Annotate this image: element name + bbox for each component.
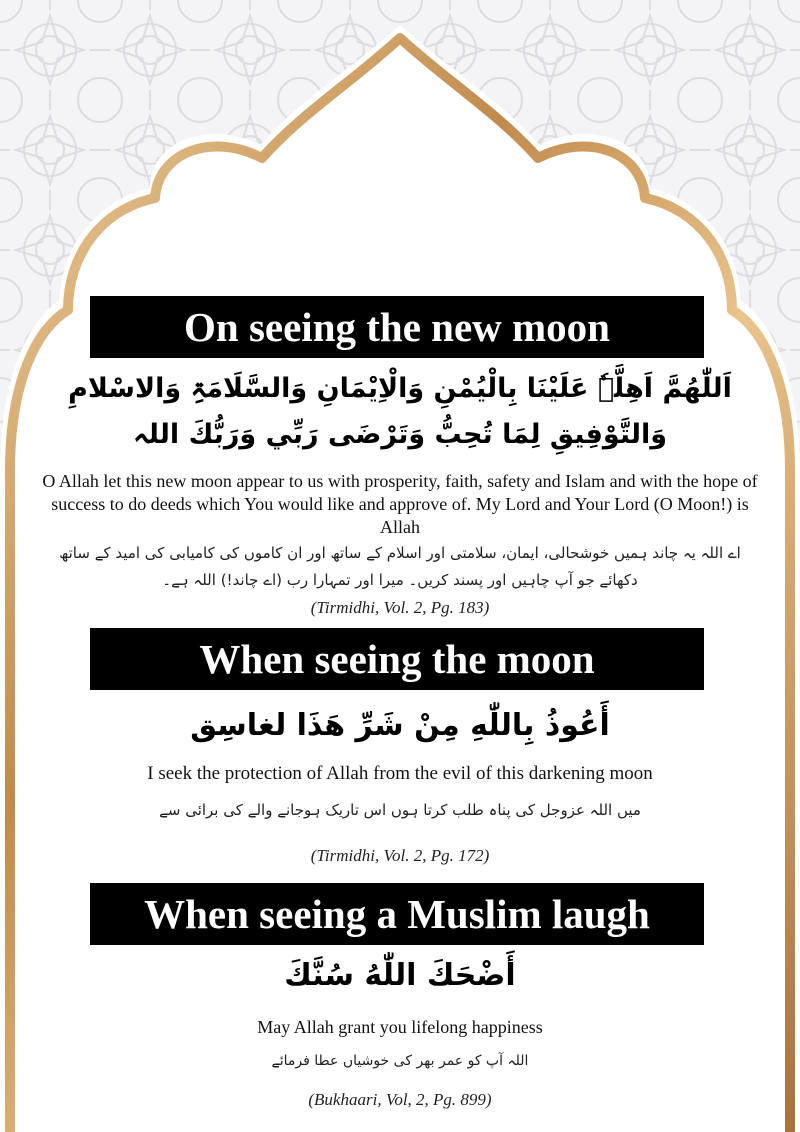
dua-arabic-seeing-moon: أَعُوذُ بِاللّٰهِ مِنْ شَرِّ هَذَا لغاسِق (190, 708, 610, 743)
reference-new-moon: (Tirmidhi, Vol. 2, Pg. 183) (310, 598, 490, 617)
dua-english-seeing-moon: I seek the protection of Allah from the evil of this darkening moon (147, 763, 653, 784)
reference-seeing-moon: (Tirmidhi, Vol. 2, Pg. 172) (310, 846, 490, 865)
section-title-seeing-moon: When seeing the moon (90, 628, 704, 690)
dua-arabic-new-moon: اَللّٰھُمَّ اَھِلَّہٗ عَلَیْنَا بِالْیُمْنِ وَالْاِیْمَانِ وَالسَّلَامَۃِ وَالاسْلامِ وَالتَّوْفِیقِ لِمَا تُحِبُّ وَتَرْضَی رَبِّي وَرَبُّكَ اللہ (68, 373, 732, 450)
dua-urdu-seeing-moon: میں اللہ عزوجل کی پناہ طلب کرتا ہوں اس تاریک ہوجانے والے کی برائی سے (159, 801, 641, 819)
dua-urdu-muslim-laugh: اللہ آپ کو عمر بھر کی خوشیاں عطا فرمائے (271, 1053, 529, 1069)
reference-muslim-laugh: (Bukhaari, Vol, 2, Pg. 899) (308, 1090, 492, 1109)
dua-arabic-muslim-laugh: أَضْحَكَ اللّٰهُ سُنَّكَ (284, 958, 516, 993)
dua-english-muslim-laugh: May Allah grant you lifelong happiness (257, 1017, 543, 1037)
dua-urdu-new-moon: اے اللہ یہ چاند ہمیں خوشحالی، ایمان، سلامتی اور اسلام کے ساتھ اور ان کاموں کی کامیابی کی امید کے ساتھ دکھائے جو آپ چاہیں اور پسند کریں۔ میرا اور تمہارا رب (اے چاند!) اللہ ہے۔ (59, 544, 741, 589)
section-title-muslim-laugh: When seeing a Muslim laugh (90, 883, 704, 945)
section-title-new-moon: On seeing the new moon (90, 296, 704, 358)
dua-english-new-moon: O Allah let this new moon appear to us with prosperity, faith, safety and Islam and with the hope of success to do deeds which You would like and approve of. My Lord and Your Lord (O Moon!) is Allah (42, 471, 758, 537)
